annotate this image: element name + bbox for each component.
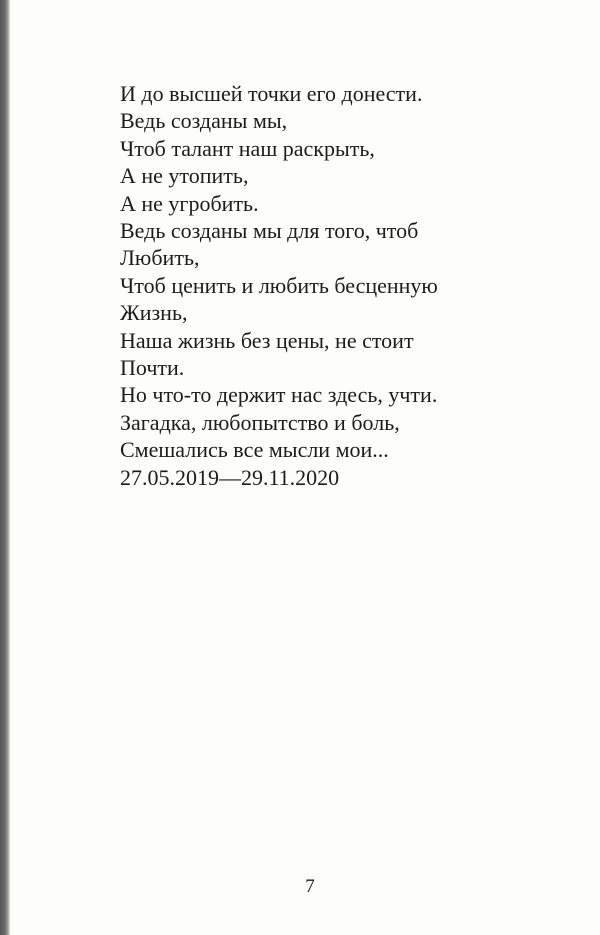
- poem-line: Наша жизнь без цены, не стоит: [120, 327, 414, 353]
- poem-line: И до высшей точки его донести.: [120, 81, 423, 106]
- page-number: 7: [305, 876, 315, 897]
- poem-line: Чтоб ценить и любить бесценную: [120, 272, 438, 298]
- poem-line: А не угробить.: [120, 190, 259, 216]
- poem-line: Но что-то держит нас здесь, учти.: [120, 382, 438, 408]
- poem-line: Любить,: [120, 245, 200, 271]
- page-binding-edge: [0, 0, 10, 935]
- poem-line: Чтоб талант наш раскрыть,: [120, 135, 375, 161]
- poem-line: Ведь созданы мы,: [120, 108, 288, 134]
- poem-text: [120, 80, 560, 491]
- poem-line: Почти.: [120, 355, 185, 381]
- poem-line: Смешались все мысли мои...: [120, 437, 389, 463]
- poem-line: Жизнь,: [120, 300, 188, 326]
- poem-line: Ведь созданы мы для того, чтоб: [120, 218, 419, 244]
- poem-line: А не утопить,: [120, 163, 249, 189]
- poem-date-range: 27.05.2019—29.11.2020: [120, 464, 340, 490]
- poem-line: Загадка, любопытство и боль,: [120, 409, 400, 435]
